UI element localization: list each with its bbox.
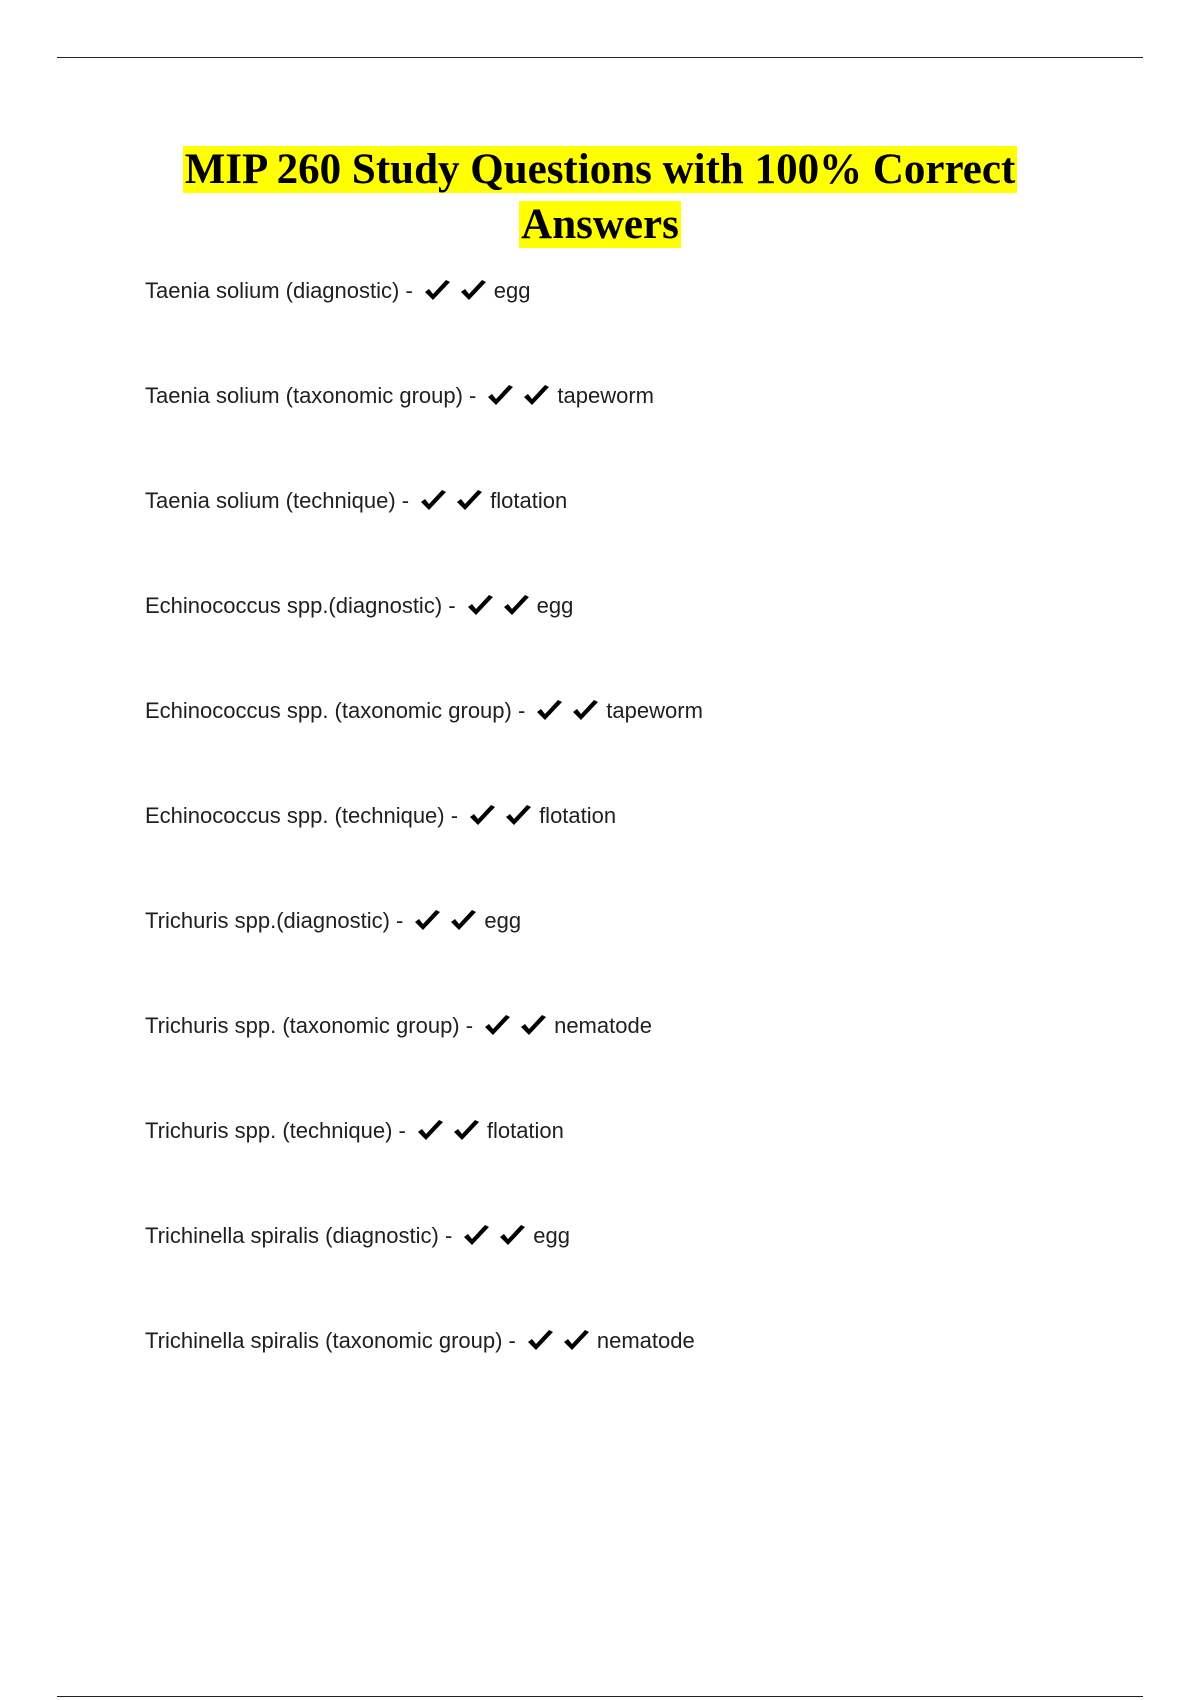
double-check xyxy=(535,699,600,723)
top-rule xyxy=(57,57,1143,58)
checkmark-icon xyxy=(562,1329,591,1353)
qa-item xyxy=(145,583,703,629)
double-check xyxy=(486,384,551,408)
checkmark-icon xyxy=(526,1329,555,1353)
checkmark-icon xyxy=(535,699,564,723)
question-text: Echinococcus spp.(diagnostic) - xyxy=(145,593,456,618)
qa-item xyxy=(145,478,703,524)
question-text: Echinococcus spp. (technique) - xyxy=(145,803,459,828)
double-check xyxy=(462,1224,527,1248)
bottom-rule xyxy=(57,1696,1143,1697)
checkmark-icon xyxy=(502,594,531,618)
checkmark-icon xyxy=(452,1119,481,1143)
qa-item xyxy=(145,268,703,314)
question-text: Taenia solium (taxonomic group) - xyxy=(145,383,477,408)
checkmark-icon xyxy=(483,1014,512,1038)
answer-text: flotation xyxy=(490,488,568,513)
qa-item xyxy=(145,898,703,944)
checkmark-icon xyxy=(498,1224,527,1248)
answer-text: flotation xyxy=(539,803,617,828)
checkmark-icon xyxy=(462,1224,491,1248)
double-check xyxy=(466,594,531,618)
checkmark-icon xyxy=(504,804,533,828)
question-text: Echinococcus spp. (taxonomic group) - xyxy=(145,698,526,723)
double-check xyxy=(483,1014,548,1038)
checkmark-icon xyxy=(419,489,448,513)
answer-text: egg xyxy=(533,1223,570,1248)
answer-text: nematode xyxy=(596,1328,695,1353)
double-check xyxy=(468,804,533,828)
answer-text: egg xyxy=(493,278,531,303)
title-line-2: Answers xyxy=(521,201,679,248)
checkmark-icon xyxy=(416,1119,445,1143)
qa-item xyxy=(145,688,703,734)
double-check xyxy=(413,909,478,933)
checkmark-icon xyxy=(455,489,484,513)
checkmark-icon xyxy=(459,279,488,303)
qa-item xyxy=(145,373,703,419)
qa-item xyxy=(145,793,703,839)
page-title xyxy=(0,142,1200,252)
qa-item xyxy=(145,1318,703,1364)
double-check xyxy=(526,1329,591,1353)
checkmark-icon xyxy=(519,1014,548,1038)
double-check xyxy=(423,279,488,303)
answer-text: flotation xyxy=(486,1118,564,1143)
question-text: Trichuris spp.(diagnostic) - xyxy=(145,908,404,933)
double-check xyxy=(419,489,484,513)
question-text: Trichuris spp. (taxonomic group) - xyxy=(145,1013,474,1038)
answer-text: tapeworm xyxy=(557,383,654,408)
answer-text: nematode xyxy=(554,1013,652,1038)
question-text: Trichuris spp. (technique) - xyxy=(145,1118,406,1143)
checkmark-icon xyxy=(449,909,478,933)
checkmark-icon xyxy=(466,594,495,618)
checkmark-icon xyxy=(522,384,551,408)
qa-list xyxy=(145,268,703,1423)
answer-text: egg xyxy=(484,908,522,933)
checkmark-icon xyxy=(423,279,452,303)
checkmark-icon xyxy=(468,804,497,828)
checkmark-icon xyxy=(413,909,442,933)
double-check xyxy=(416,1119,481,1143)
question-text: Taenia solium (diagnostic) - xyxy=(145,278,413,303)
qa-item xyxy=(145,1108,703,1154)
question-text: Trichinella spiralis (taxonomic group) - xyxy=(145,1328,516,1353)
checkmark-icon xyxy=(486,384,515,408)
answer-text: tapeworm xyxy=(606,698,703,723)
checkmark-icon xyxy=(571,699,600,723)
qa-item xyxy=(145,1213,703,1259)
question-text: Taenia solium (technique) - xyxy=(145,488,410,513)
title-line-1: MIP 260 Study Questions with 100% Correct xyxy=(184,146,1016,193)
qa-item xyxy=(145,1003,703,1049)
question-text: Trichinella spiralis (diagnostic) - xyxy=(145,1223,453,1248)
answer-text: egg xyxy=(536,593,574,618)
